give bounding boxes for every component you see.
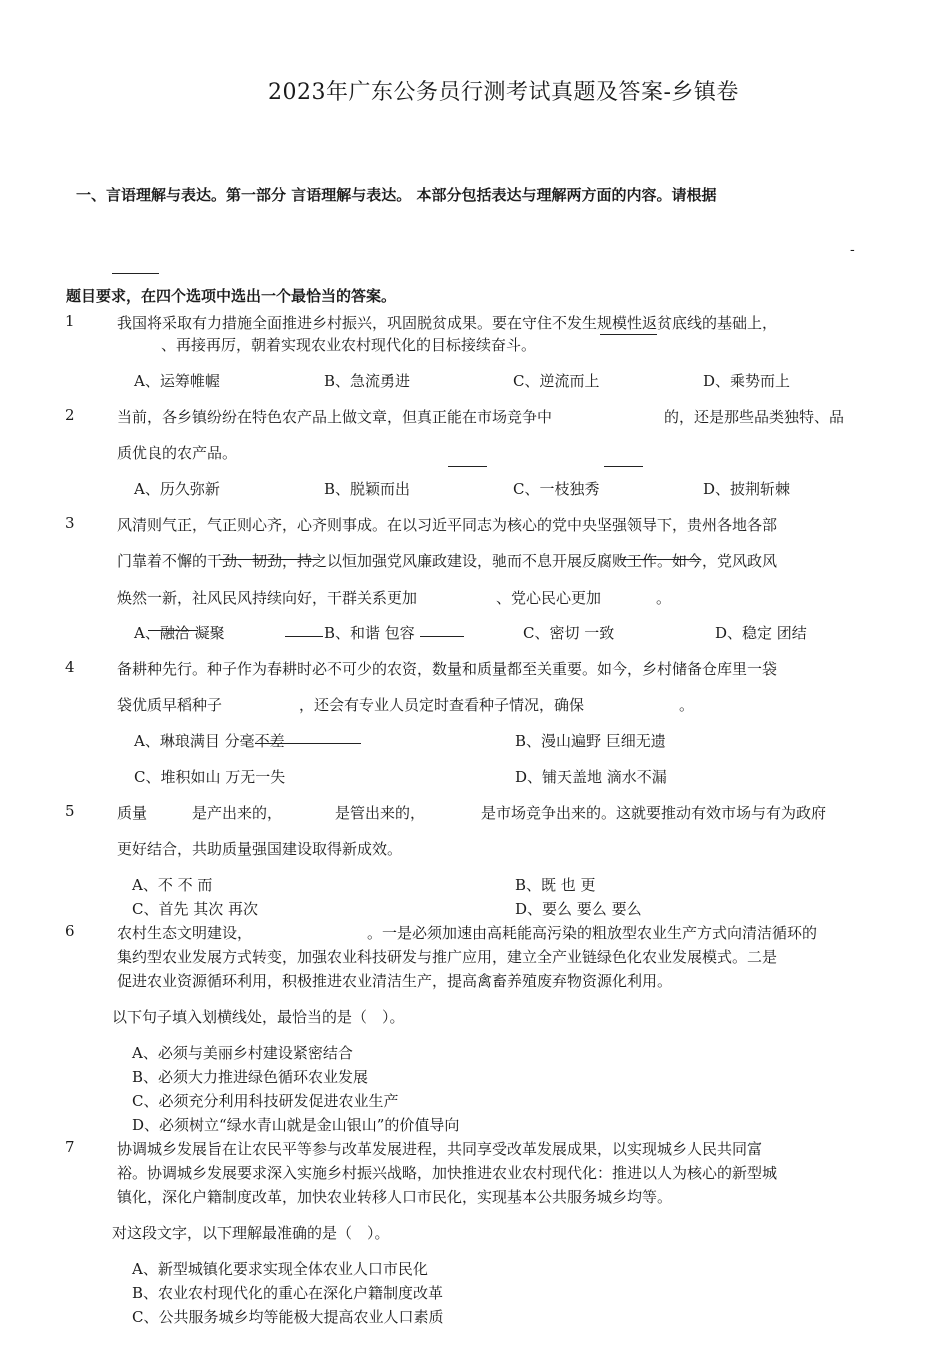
option-a: A、融洽 凝聚 bbox=[134, 624, 225, 642]
question-number: 3 bbox=[65, 514, 75, 532]
underline-blank bbox=[255, 743, 361, 744]
option-c: C、逆流而上 bbox=[513, 372, 600, 390]
instruction: 题目要求，在四个选项中选出一个最恰当的答案。 bbox=[66, 287, 397, 305]
option-b: B、脱颖而出 bbox=[324, 480, 411, 498]
question-text: 是产出来的， bbox=[192, 804, 283, 822]
question-prompt: 以下句子填入划横线处，最恰当的是（ ）。 bbox=[112, 1008, 405, 1026]
option-c: C、密切 一致 bbox=[523, 624, 615, 642]
option-b: B、农业农村现代化的重心在深化户籍制度改革 bbox=[132, 1284, 444, 1302]
question-number: 4 bbox=[65, 658, 75, 676]
question-text: 是市场竞争出来的。这就要推动有效市场与有为政府 bbox=[481, 804, 827, 822]
stray-dash: - bbox=[850, 242, 855, 258]
question-text: 质优良的农产品。 bbox=[117, 444, 238, 462]
question-text: 门靠着不懈的干劲、韧劲，持之以恒加强党风廉政建设，驰而不息开展反腐败工作。如今，党风政风 bbox=[117, 552, 778, 570]
question-text: 我国将采取有力措施全面推进乡村振兴，巩固脱贫成果。要在守住不发生规模性返贫底线的基础上， bbox=[117, 314, 778, 332]
option-d: D、必须树立“绿水青山就是金山银山”的价值导向 bbox=[132, 1116, 460, 1134]
option-b: B、既 也 更 bbox=[515, 876, 596, 894]
question-text: 促进农业资源循环利用，积极推进农业清洁生产，提高禽畜养殖废弃物资源化利用。 bbox=[117, 972, 673, 990]
question-number: 1 bbox=[65, 312, 75, 330]
strike-line bbox=[220, 559, 320, 560]
option-d: D、乘势而上 bbox=[703, 372, 791, 390]
option-d: D、铺天盖地 滴水不漏 bbox=[515, 768, 667, 786]
option-c: C、必须充分利用科技研发促进农业生产 bbox=[132, 1092, 399, 1110]
option-a: A、琳琅满目 分毫不差 bbox=[134, 732, 285, 750]
underline-blank bbox=[600, 334, 657, 335]
option-a: A、不 不 而 bbox=[132, 876, 213, 894]
question-text: 袋优质早稻种子 bbox=[117, 696, 223, 714]
option-b: B、和谐 包容 bbox=[324, 624, 415, 642]
question-text: 当前，各乡镇纷纷在特色农产品上做文章，但真正能在市场竞争中 bbox=[117, 408, 553, 426]
underline-blank bbox=[285, 636, 323, 637]
question-text: 、党心民心更加 bbox=[496, 589, 602, 607]
underline-blank bbox=[448, 466, 487, 467]
question-text: 焕然一新，社风民风持续向好，干群关系更加 bbox=[117, 589, 418, 607]
question-text: 裕。协调城乡发展要求深入实施乡村振兴战略，加快推进农业农村现代化：推进以人为核心的新型城 bbox=[117, 1164, 778, 1182]
question-text: 是管出来的， bbox=[335, 804, 426, 822]
question-text: 集约型农业发展方式转变，加强农业科技研发与推广应用，建立全产业链绿色化农业发展模式。二是 bbox=[117, 948, 778, 966]
question-text: 。一是必须加速由高耗能高污染的粗放型农业生产方式向清洁循环的 bbox=[367, 924, 818, 942]
option-c: C、一枝独秀 bbox=[513, 480, 600, 498]
option-d: D、披荆斩棘 bbox=[703, 480, 791, 498]
question-number: 5 bbox=[65, 802, 75, 820]
option-a: A、运筹帷幄 bbox=[134, 372, 220, 390]
question-text: 农村生态文明建设， bbox=[117, 924, 253, 942]
underline-blank bbox=[604, 466, 643, 467]
question-number: 6 bbox=[65, 922, 75, 940]
underline-blank bbox=[112, 273, 159, 274]
question-text: 、再接再厉，朝着实现农业农村现代化的目标接续奋斗。 bbox=[161, 336, 537, 354]
option-d: D、要么 要么 要么 bbox=[515, 900, 642, 918]
question-text: 协调城乡发展旨在让农民平等参与改革发展进程，共同享受改革发展成果，以实现城乡人民共同富 bbox=[117, 1140, 763, 1158]
question-text: 风清则气正，气正则心齐，心齐则事成。在以习近平同志为核心的党中央坚强领导下，贵州各地各部 bbox=[117, 516, 778, 534]
question-text: 镇化，深化户籍制度改革，加快农业转移人口市民化，实现基本公共服务城乡均等。 bbox=[117, 1188, 673, 1206]
underline-blank bbox=[420, 636, 464, 637]
question-text: 备耕种先行。种子作为春耕时必不可少的农资，数量和质量都至关重要。如今，乡村储备仓库里一袋 bbox=[117, 660, 778, 678]
strike-line bbox=[620, 559, 700, 560]
option-c: C、堆积如山 万无一失 bbox=[134, 768, 286, 786]
question-number: 2 bbox=[65, 406, 75, 424]
question-text: ，还会有专业人员定时查看种子情况，确保 bbox=[299, 696, 585, 714]
option-a: A、新型城镇化要求实现全体农业人口市民化 bbox=[132, 1260, 428, 1278]
option-c: C、公共服务城乡均等能极大提高农业人口素质 bbox=[132, 1308, 444, 1326]
question-number: 7 bbox=[65, 1138, 75, 1156]
strike-line bbox=[148, 630, 198, 631]
option-b: B、必须大力推进绿色循环农业发展 bbox=[132, 1068, 369, 1086]
question-text: 更好结合，共助质量强国建设取得新成效。 bbox=[117, 840, 403, 858]
option-d: D、稳定 团结 bbox=[715, 624, 807, 642]
question-text: 。 bbox=[656, 589, 672, 607]
option-c: C、首先 其次 再次 bbox=[132, 900, 259, 918]
page-title: 2023年广东公务员行测考试真题及答案-乡镇卷 bbox=[268, 80, 739, 105]
option-b: B、漫山遍野 巨细无遗 bbox=[515, 732, 666, 750]
question-prompt: 对这段文字，以下理解最准确的是（ ）。 bbox=[112, 1224, 390, 1242]
question-text: 质量 bbox=[117, 804, 148, 822]
option-a: A、历久弥新 bbox=[134, 480, 220, 498]
option-b: B、急流勇进 bbox=[324, 372, 411, 390]
section-heading: 一、言语理解与表达。第一部分 言语理解与表达。 本部分包括表达与理解两方面的内容。请根据 bbox=[76, 186, 717, 204]
question-text: 。 bbox=[679, 696, 695, 714]
option-a: A、必须与美丽乡村建设紧密结合 bbox=[132, 1044, 353, 1062]
question-text: 的，还是那些品类独特、品 bbox=[664, 408, 845, 426]
